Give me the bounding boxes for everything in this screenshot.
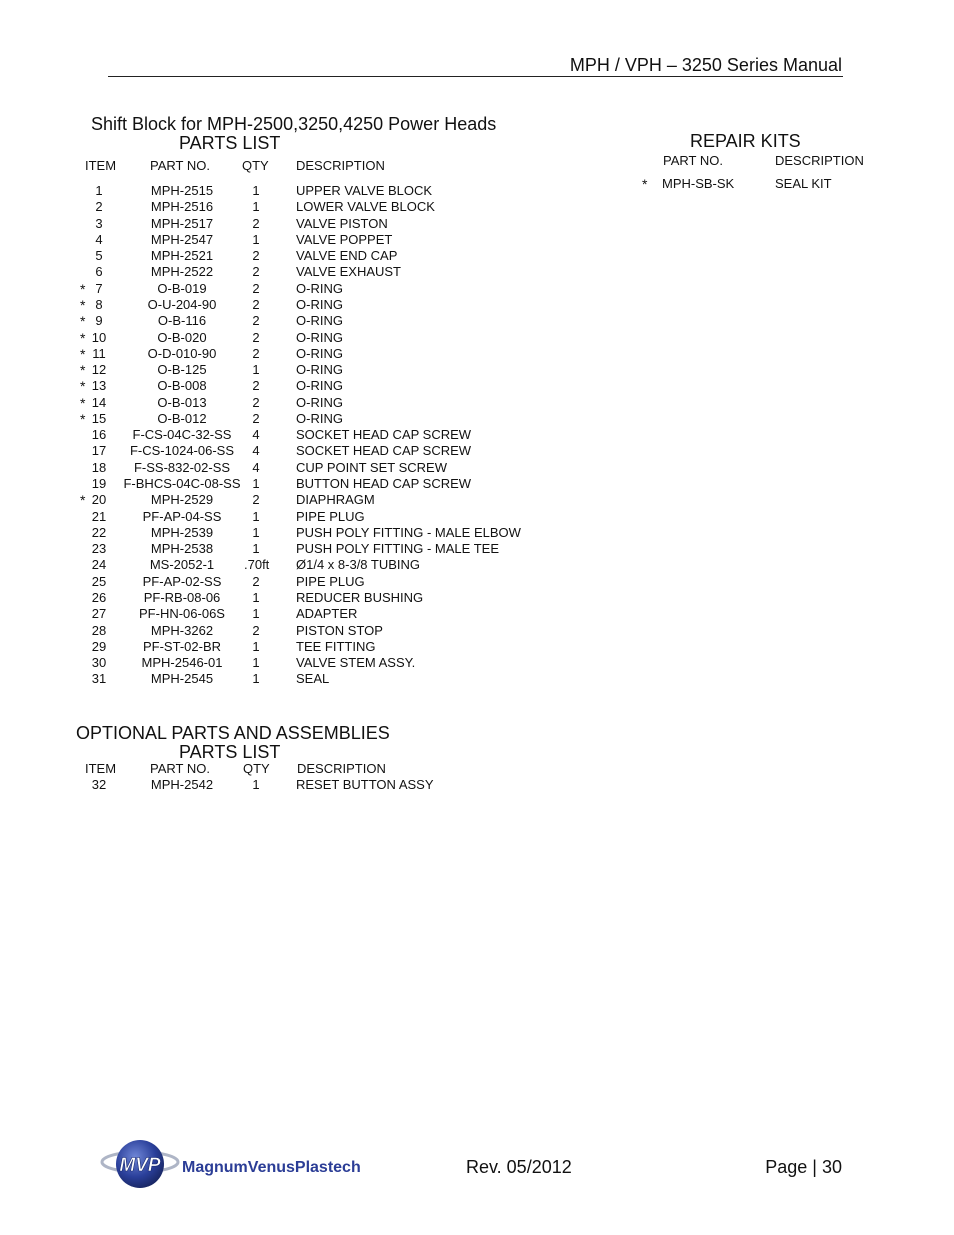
star-marker: * — [80, 378, 86, 395]
quantity: 4 — [252, 443, 260, 459]
header-rule — [108, 76, 843, 77]
item-number: 30 — [91, 655, 107, 671]
table-row — [0, 346, 560, 362]
part-number: PF-HN-06-06S — [139, 606, 225, 622]
opt-col-desc: DESCRIPTION — [297, 761, 386, 776]
part-number: O-B-008 — [157, 378, 207, 394]
quantity: 2 — [252, 394, 260, 410]
revision-text: Rev. 05/2012 — [466, 1157, 572, 1177]
description: ADAPTER — [296, 606, 358, 622]
part-number: MPH-2515 — [150, 183, 214, 198]
table-row — [0, 330, 560, 346]
description: PUSH POLY FITTING - MALE ELBOW — [296, 524, 521, 540]
part-number: MPH-2538 — [150, 541, 214, 557]
star-marker: * — [80, 362, 86, 379]
part-number: O-U-204-90 — [147, 296, 217, 312]
part-number: MPH-3262 — [150, 622, 214, 638]
table-row — [0, 362, 560, 378]
item-number: 14 — [91, 394, 107, 410]
description: O-RING — [296, 280, 343, 296]
table-row — [0, 492, 560, 508]
part-number: PF-AP-02-SS — [142, 573, 222, 589]
description: PUSH POLY FITTING - MALE TEE — [296, 541, 499, 557]
description: SOCKET HEAD CAP SCREW — [296, 427, 472, 443]
item-number: 1 — [95, 183, 103, 198]
description: O-RING — [296, 410, 343, 426]
quantity: 2 — [252, 280, 260, 296]
item-number: 3 — [95, 215, 103, 231]
description: VALVE EXHAUST — [296, 264, 401, 280]
description: LOWER VALVE BLOCK — [296, 199, 435, 215]
opt-col-part: PART NO. — [150, 761, 210, 776]
optional-subtitle: PARTS LIST — [179, 742, 281, 762]
mvp-logo — [100, 1140, 390, 1192]
description: O-RING — [296, 329, 343, 345]
description: CUP POINT SET SCREW — [296, 459, 447, 475]
star-marker: * — [80, 410, 86, 427]
table-row — [0, 232, 560, 248]
part-number: F-CS-1024-06-SS — [129, 443, 235, 459]
part-number: MPH-2547 — [150, 231, 214, 247]
main-list-title: Shift Block for MPH-2500,3250,4250 Power Heads — [91, 114, 497, 134]
table-row — [0, 671, 560, 687]
item-number: 16 — [91, 427, 107, 443]
part-number: O-B-125 — [157, 362, 207, 378]
quantity: 2 — [252, 378, 260, 394]
star-marker: * — [80, 345, 86, 362]
table-row — [0, 777, 560, 793]
quantity: 2 — [252, 410, 260, 426]
table-row — [0, 264, 560, 280]
description: O-RING — [296, 362, 343, 378]
table-row — [0, 216, 560, 232]
table-row — [0, 639, 560, 655]
part-number: MPH-2521 — [150, 248, 214, 264]
item-number: 6 — [95, 264, 103, 280]
quantity: 1 — [252, 590, 260, 605]
item-number: 5 — [95, 248, 103, 264]
table-row — [0, 541, 560, 557]
page-footer — [0, 1140, 954, 1200]
page-number: Page | 30 — [765, 1157, 842, 1177]
table-row — [0, 623, 560, 639]
part-number: MPH-2517 — [150, 215, 214, 231]
quantity: 1 — [252, 638, 260, 654]
quantity: 2 — [252, 248, 260, 264]
item-number: 11 — [92, 345, 106, 361]
star-marker: * — [80, 492, 86, 509]
quantity: 1 — [252, 541, 260, 557]
description: SOCKET HEAD CAP SCREW — [296, 443, 472, 459]
description: BUTTON HEAD CAP SCREW — [296, 476, 472, 492]
description: DIAPHRAGM — [296, 492, 375, 508]
part-number: F-SS-832-02-SS — [133, 459, 231, 475]
table-row — [0, 395, 560, 411]
logo-company-text: MagnumVenusPlastech — [182, 1159, 361, 1176]
part-number: MPH-2539 — [150, 524, 214, 540]
item-number: 31 — [91, 671, 107, 687]
item-number: 10 — [91, 329, 107, 345]
item-number: 12 — [91, 362, 107, 378]
item-number: 23 — [91, 541, 107, 557]
opt-col-qty: QTY — [243, 761, 270, 776]
quantity: 1 — [252, 231, 260, 247]
quantity: 2 — [252, 622, 260, 638]
kit-col-desc: DESCRIPTION — [775, 153, 864, 168]
quantity: 1 — [252, 524, 260, 540]
quantity: 2 — [252, 345, 260, 361]
description: O-RING — [296, 345, 343, 361]
description: UPPER VALVE BLOCK — [296, 183, 433, 198]
part-number: O-B-013 — [157, 394, 207, 410]
part-number: MPH-2545 — [150, 671, 214, 687]
part-number: MPH-2529 — [150, 492, 214, 508]
page-header-title: MPH / VPH – 3250 Series Manual — [569, 55, 842, 75]
description: PIPE PLUG — [296, 573, 365, 589]
part-number: PF-ST-02-BR — [142, 638, 221, 654]
table-row — [0, 509, 560, 525]
table-row — [0, 313, 560, 329]
description: SEAL — [296, 671, 330, 687]
quantity: .70ft — [244, 557, 270, 573]
table-row — [0, 248, 560, 264]
table-row — [0, 574, 560, 590]
quantity: 2 — [252, 313, 260, 329]
table-row — [0, 183, 560, 199]
part-number: MPH-2546-01 — [141, 655, 223, 671]
part-number: O-B-012 — [157, 410, 207, 426]
quantity: 1 — [252, 655, 260, 671]
quantity: 2 — [252, 492, 260, 508]
star-marker: * — [80, 313, 86, 330]
description: O-RING — [296, 296, 343, 312]
main-col-qty: QTY — [242, 158, 269, 173]
part-number: PF-RB-08-06 — [143, 590, 221, 605]
item-number: 17 — [91, 443, 107, 459]
part-number: MPH-2542 — [150, 777, 214, 792]
quantity: 1 — [252, 508, 260, 524]
part-number: O-B-020 — [157, 329, 207, 345]
main-col-desc: DESCRIPTION — [296, 158, 385, 173]
item-number: 15 — [91, 410, 107, 426]
part-number: F-BHCS-04C-08-SS — [123, 476, 241, 492]
logo-mvp-text: MVP — [119, 1155, 161, 1176]
item-number: 29 — [91, 638, 107, 654]
table-row — [0, 443, 560, 459]
quantity: 4 — [252, 427, 260, 443]
part-number: F-CS-04C-32-SS — [132, 427, 232, 443]
part-number: O-D-010-90 — [147, 345, 217, 361]
description: Ø1/4 x 8-3/8 TUBING — [296, 557, 421, 573]
item-number: 26 — [91, 590, 107, 605]
item-number: 21 — [91, 508, 107, 524]
quantity: 1 — [252, 183, 260, 198]
item-number: 19 — [91, 476, 107, 492]
table-row — [0, 590, 560, 606]
item-number: 25 — [91, 573, 107, 589]
description: O-RING — [296, 394, 343, 410]
quantity: 2 — [252, 215, 260, 231]
item-number: 13 — [91, 378, 107, 394]
part-number: O-B-019 — [157, 280, 207, 296]
description: VALVE END CAP — [296, 248, 398, 264]
table-row — [0, 427, 560, 443]
kit-description: SEAL KIT — [775, 176, 832, 191]
part-number: PF-AP-04-SS — [142, 508, 222, 524]
description: VALVE STEM ASSY. — [296, 655, 416, 671]
item-number: 2 — [95, 199, 103, 215]
star-marker: * — [80, 394, 86, 411]
item-number: 32 — [91, 777, 107, 792]
table-row — [0, 525, 560, 541]
item-number: 7 — [95, 280, 103, 296]
quantity: 1 — [252, 476, 260, 492]
description: PIPE PLUG — [296, 508, 365, 524]
description: RESET BUTTON ASSY — [296, 777, 434, 792]
main-col-part: PART NO. — [150, 158, 210, 173]
table-row — [0, 476, 560, 492]
description: O-RING — [296, 313, 343, 329]
item-number: 22 — [91, 524, 107, 540]
description: PISTON STOP — [296, 622, 383, 638]
part-number: MPH-2516 — [150, 199, 214, 215]
quantity: 1 — [252, 606, 260, 622]
quantity: 2 — [252, 296, 260, 312]
kit-star-marker: * — [642, 176, 648, 192]
description: VALVE PISTON — [296, 215, 388, 231]
item-number: 28 — [91, 622, 107, 638]
star-marker: * — [80, 280, 86, 297]
description: O-RING — [296, 378, 343, 394]
item-number: 8 — [95, 296, 103, 312]
table-row — [0, 378, 560, 394]
kit-part-no: MPH-SB-SK — [662, 176, 735, 191]
table-row — [0, 606, 560, 622]
table-row — [0, 460, 560, 476]
main-list-subtitle: PARTS LIST — [179, 133, 281, 153]
table-row — [0, 297, 560, 313]
table-row — [0, 199, 560, 215]
quantity: 2 — [252, 264, 260, 280]
quantity: 1 — [252, 671, 260, 687]
quantity: 2 — [252, 329, 260, 345]
item-number: 18 — [91, 459, 107, 475]
star-marker: * — [80, 329, 86, 346]
opt-col-item: ITEM — [85, 761, 117, 776]
table-row — [0, 281, 560, 297]
optional-title: OPTIONAL PARTS AND ASSEMBLIES — [76, 723, 390, 743]
description: REDUCER BUSHING — [296, 590, 424, 605]
quantity: 1 — [252, 362, 260, 378]
repair-kits-title: REPAIR KITS — [690, 131, 801, 151]
quantity: 1 — [252, 777, 260, 792]
description: TEE FITTING — [296, 638, 376, 654]
part-number: O-B-116 — [157, 313, 207, 329]
table-row — [0, 411, 560, 427]
item-number: 20 — [91, 492, 107, 508]
item-number: 24 — [91, 557, 107, 573]
item-number: 4 — [95, 231, 103, 247]
quantity: 2 — [252, 573, 260, 589]
star-marker: * — [80, 296, 86, 313]
table-row — [0, 557, 560, 573]
kit-col-part: PART NO. — [663, 153, 723, 168]
item-number: 27 — [91, 606, 107, 622]
table-row — [0, 655, 560, 671]
quantity: 1 — [252, 199, 260, 215]
description: VALVE POPPET — [296, 231, 393, 247]
main-col-item: ITEM — [85, 158, 117, 173]
part-number: MPH-2522 — [150, 264, 214, 280]
part-number: MS-2052-1 — [149, 557, 215, 573]
item-number: 9 — [95, 313, 103, 329]
quantity: 4 — [252, 459, 260, 475]
